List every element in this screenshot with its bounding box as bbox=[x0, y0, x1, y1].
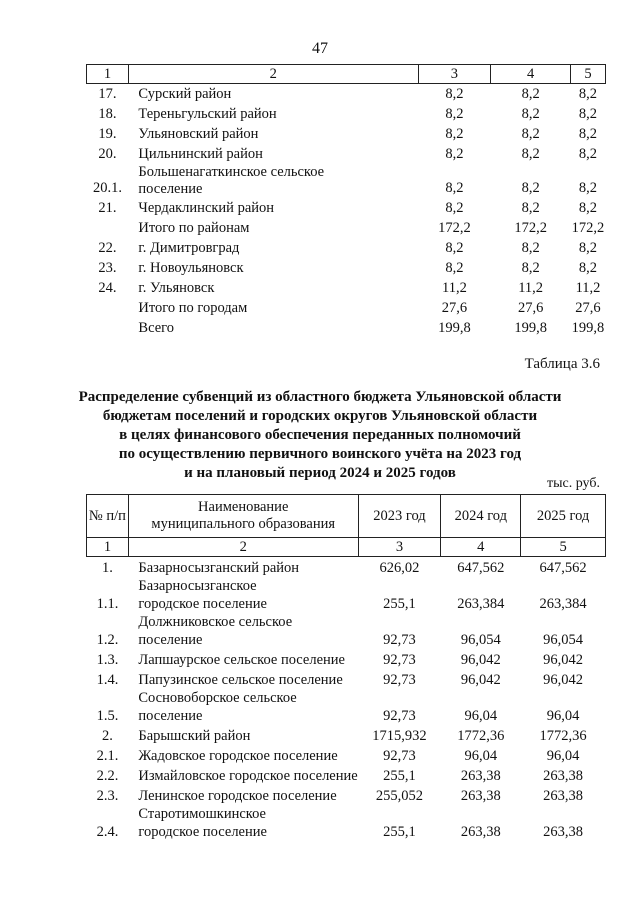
value-cell: 92,73 bbox=[383, 652, 416, 668]
municipality-name: Итого по городам bbox=[138, 300, 248, 316]
column-number-row bbox=[87, 538, 606, 557]
table-row bbox=[87, 689, 606, 725]
municipality-name: Базарносызганское городское поселение bbox=[138, 578, 267, 612]
row-number: 22. bbox=[98, 240, 117, 256]
row-number: 2.3. bbox=[96, 788, 119, 804]
municipality-name: Всего bbox=[138, 320, 174, 336]
row-number: 1.3. bbox=[96, 652, 119, 668]
total-row bbox=[87, 298, 606, 318]
value-cell: 92,73 bbox=[383, 708, 416, 724]
value-cell: 8,2 bbox=[445, 260, 464, 276]
value-cell: 8,2 bbox=[445, 146, 464, 162]
value-cell: 8,2 bbox=[445, 200, 464, 216]
row-number: 21. bbox=[98, 200, 117, 216]
value-cell: 96,04 bbox=[464, 748, 498, 764]
value-cell: 8,2 bbox=[521, 86, 540, 102]
units-label: тыс. руб. bbox=[547, 476, 600, 491]
value-cell: 263,384 bbox=[539, 596, 587, 612]
table-row bbox=[87, 164, 606, 198]
value-cell: 96,042 bbox=[460, 652, 501, 668]
value-cell: 263,38 bbox=[460, 768, 501, 784]
value-cell: 92,73 bbox=[383, 632, 416, 648]
value-cell: 1715,932 bbox=[372, 728, 427, 744]
value-cell: 199,8 bbox=[438, 320, 471, 336]
municipality-name: Сосновоборское сельское поселение bbox=[138, 690, 297, 724]
column-number: 2 bbox=[128, 538, 358, 557]
table-row bbox=[87, 669, 606, 689]
column-number: 4 bbox=[441, 538, 521, 557]
municipality-name: г. Новоульяновск bbox=[138, 260, 244, 276]
header-name bbox=[128, 495, 358, 538]
header-2024: 2024 год bbox=[441, 495, 521, 538]
value-cell: 8,2 bbox=[578, 240, 598, 256]
table-row bbox=[87, 258, 606, 278]
value-cell: 172,2 bbox=[571, 220, 605, 236]
value-cell: 8,2 bbox=[578, 180, 598, 196]
value-cell: 8,2 bbox=[578, 86, 598, 102]
table-row bbox=[87, 805, 606, 841]
row-number bbox=[87, 298, 129, 318]
municipality-name: Итого по районам bbox=[138, 220, 250, 236]
table-title bbox=[60, 388, 580, 483]
value-cell: 8,2 bbox=[521, 200, 540, 216]
value-cell: 96,042 bbox=[543, 672, 584, 688]
municipality-name: Папузинское сельское поселение bbox=[138, 672, 343, 688]
column-number: 5 bbox=[521, 538, 606, 557]
title-line: и на плановый период 2024 и 2025 годов bbox=[184, 465, 456, 481]
table-row bbox=[87, 124, 606, 144]
column-number: 4 bbox=[491, 65, 571, 84]
value-cell: 8,2 bbox=[578, 260, 598, 276]
column-number: 2 bbox=[128, 65, 418, 84]
value-cell: 92,73 bbox=[383, 748, 416, 764]
table-row bbox=[87, 198, 606, 218]
title-line: бюджетам поселений и городских округов Ульяновской области bbox=[102, 408, 538, 424]
value-cell: 27,6 bbox=[517, 300, 544, 316]
municipality-name: Барышский район bbox=[138, 728, 251, 744]
value-cell: 199,8 bbox=[571, 320, 605, 336]
value-cell: 263,38 bbox=[543, 824, 584, 840]
municipality-name: Измайловское городское поселение bbox=[138, 768, 358, 784]
municipality-name: Должниковское сельское поселение bbox=[138, 614, 293, 648]
table-row bbox=[87, 238, 606, 258]
municipality-name: Большенагаткинское сельское поселение bbox=[138, 164, 325, 197]
header-name-line: муниципального образования bbox=[151, 516, 336, 532]
value-cell: 263,38 bbox=[460, 824, 501, 840]
value-cell: 96,04 bbox=[464, 708, 498, 724]
municipality-name: Тереньгульский район bbox=[138, 106, 277, 122]
value-cell: 255,1 bbox=[383, 824, 416, 840]
value-cell: 255,1 bbox=[383, 596, 416, 612]
value-cell: 626,02 bbox=[379, 560, 420, 576]
value-cell: 647,562 bbox=[539, 560, 587, 576]
value-cell: 647,562 bbox=[457, 560, 505, 576]
row-number: 19. bbox=[98, 126, 117, 142]
table-row bbox=[87, 104, 606, 124]
title-line: по осуществлению первичного воинского учёта на 2023 год bbox=[118, 446, 522, 462]
municipality-name: г. Димитровград bbox=[138, 240, 240, 256]
row-number bbox=[87, 218, 129, 238]
row-number: 20. bbox=[98, 146, 117, 162]
value-cell: 8,2 bbox=[578, 146, 598, 162]
row-number bbox=[87, 318, 129, 338]
value-cell: 8,2 bbox=[521, 146, 540, 162]
value-cell: 8,2 bbox=[445, 240, 464, 256]
total-row bbox=[87, 318, 606, 338]
row-number: 1. bbox=[102, 560, 113, 576]
municipality-name: Ульяновский район bbox=[138, 126, 259, 142]
value-cell: 11,2 bbox=[518, 280, 544, 296]
value-cell: 8,2 bbox=[521, 260, 540, 276]
value-cell: 8,2 bbox=[521, 126, 540, 142]
column-number: 1 bbox=[87, 65, 129, 84]
table-row bbox=[87, 765, 606, 785]
municipality-name: Чердаклинский район bbox=[138, 200, 275, 216]
value-cell: 8,2 bbox=[445, 180, 464, 196]
total-row bbox=[87, 218, 606, 238]
value-cell: 27,6 bbox=[441, 300, 468, 316]
row-number: 1.5. bbox=[96, 708, 119, 724]
row-number: 2.4. bbox=[96, 824, 119, 840]
value-cell: 8,2 bbox=[445, 126, 464, 142]
value-cell: 255,1 bbox=[383, 768, 416, 784]
value-cell: 8,2 bbox=[521, 240, 540, 256]
value-cell: 96,042 bbox=[543, 652, 584, 668]
table-row bbox=[87, 725, 606, 745]
value-cell: 172,2 bbox=[514, 220, 547, 236]
column-number: 1 bbox=[87, 538, 129, 557]
municipality-name: Жадовское городское поселение bbox=[138, 748, 338, 764]
value-cell: 92,73 bbox=[383, 672, 416, 688]
value-cell: 11,2 bbox=[575, 280, 601, 296]
value-cell: 96,04 bbox=[546, 748, 580, 764]
table-row bbox=[87, 144, 606, 164]
table-row bbox=[87, 613, 606, 649]
row-number: 1.1. bbox=[96, 596, 119, 612]
header-2023: 2023 год bbox=[358, 495, 441, 538]
column-number: 5 bbox=[570, 65, 605, 84]
value-cell: 11,2 bbox=[441, 280, 467, 296]
value-cell: 172,2 bbox=[438, 220, 471, 236]
table-row bbox=[87, 557, 606, 578]
title-line: в целях финансового обеспечения переданных полномочий bbox=[119, 427, 521, 443]
value-cell: 8,2 bbox=[521, 106, 540, 122]
header-row bbox=[87, 495, 606, 538]
municipality-name: Лапшаурское сельское поселение bbox=[138, 652, 345, 668]
row-number: 1.2. bbox=[96, 632, 119, 648]
row-number: 1.4. bbox=[96, 672, 119, 688]
row-number: 2.1. bbox=[96, 748, 119, 764]
title-line: Распределение субвенций из областного бюджета Ульяновской области bbox=[78, 389, 562, 405]
value-cell: 8,2 bbox=[578, 200, 598, 216]
value-cell: 8,2 bbox=[445, 86, 464, 102]
subvention-table bbox=[86, 494, 606, 841]
header-number: № п/п bbox=[87, 495, 129, 538]
row-number: 2.2. bbox=[96, 768, 119, 784]
table-row bbox=[87, 84, 606, 105]
value-cell: 27,6 bbox=[575, 300, 601, 316]
row-number: 2. bbox=[102, 728, 113, 744]
value-cell: 263,38 bbox=[543, 788, 584, 804]
column-number: 3 bbox=[418, 65, 491, 84]
continued-table bbox=[86, 64, 606, 338]
value-cell: 199,8 bbox=[514, 320, 547, 336]
header-2025: 2025 год bbox=[521, 495, 606, 538]
row-number: 20.1. bbox=[92, 180, 122, 196]
value-cell: 96,054 bbox=[543, 632, 584, 648]
row-number: 17. bbox=[98, 86, 117, 102]
value-cell: 255,052 bbox=[375, 788, 424, 804]
table-row bbox=[87, 577, 606, 613]
value-cell: 263,384 bbox=[457, 596, 505, 612]
table-row bbox=[87, 278, 606, 298]
header-name-line: Наименование bbox=[198, 499, 289, 515]
municipality-name: Базарносызганский район bbox=[138, 560, 300, 576]
municipality-name: Цильнинский район bbox=[138, 146, 263, 162]
value-cell: 1772,36 bbox=[457, 728, 505, 744]
municipality-name: г. Ульяновск bbox=[138, 280, 215, 296]
table-row bbox=[87, 785, 606, 805]
column-number: 3 bbox=[358, 538, 441, 557]
municipality-name: Ленинское городское поселение bbox=[138, 788, 337, 804]
value-cell: 8,2 bbox=[578, 106, 598, 122]
table-label: Таблица 3.6 bbox=[524, 356, 600, 372]
value-cell: 96,04 bbox=[546, 708, 580, 724]
row-number: 24. bbox=[98, 280, 117, 296]
value-cell: 96,042 bbox=[460, 672, 501, 688]
value-cell: 263,38 bbox=[543, 768, 584, 784]
row-number: 23. bbox=[98, 260, 117, 276]
value-cell: 96,054 bbox=[460, 632, 501, 648]
table-row bbox=[87, 745, 606, 765]
value-cell: 8,2 bbox=[445, 106, 464, 122]
value-cell: 8,2 bbox=[521, 180, 540, 196]
column-number-row bbox=[87, 65, 606, 84]
row-number: 18. bbox=[98, 106, 117, 122]
page-number: 47 bbox=[312, 40, 328, 57]
value-cell: 263,38 bbox=[460, 788, 501, 804]
municipality-name: Сурский район bbox=[138, 86, 232, 102]
municipality-name: Старотимошкинское городское поселение bbox=[138, 806, 267, 840]
value-cell: 8,2 bbox=[578, 126, 598, 142]
table-row bbox=[87, 649, 606, 669]
value-cell: 1772,36 bbox=[539, 728, 587, 744]
